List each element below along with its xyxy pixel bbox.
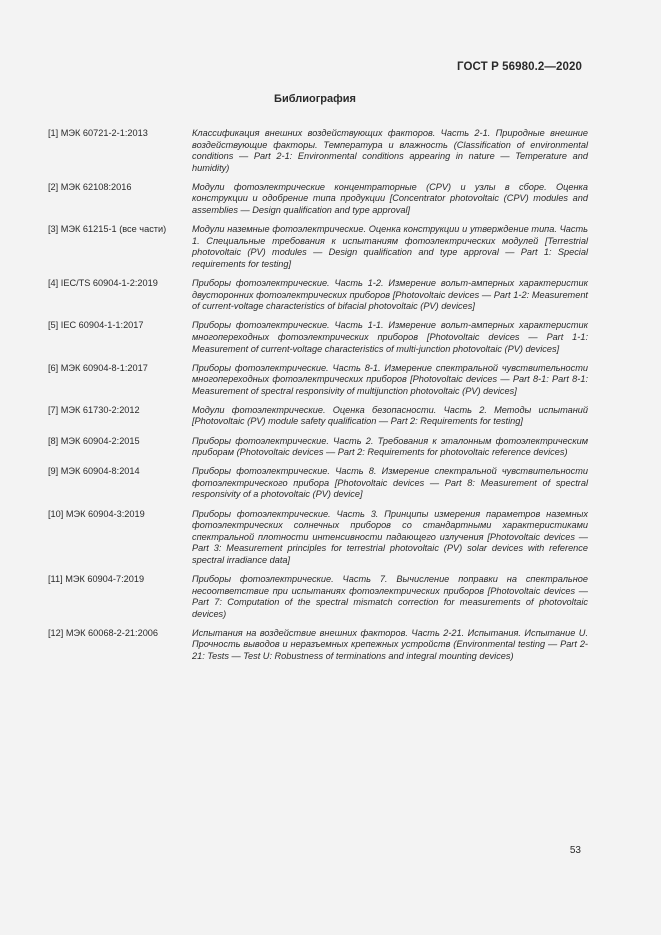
page-title: Библиография [274, 93, 356, 105]
reference-text: Испытания на воздействие внешних факторов. Часть 2-21. Испытания. Испытание U. Прочность выводов и неразъемных крепежных устройств (Environmental testing — Part 2-21: Tests — Test U: Robustness of terminations and integral mounting devices) [192, 627, 588, 662]
bibliography-entry [48, 574, 588, 620]
reference-id: [5] IEC 60904-1-1:2017 [48, 320, 144, 331]
reference-text: Модули фотоэлектрические концентраторные (CPV) и узлы в сборе. Оценка конструкции и одобрение типа продукции [Concentrator photovoltaic (CPV) modules and assemblies — Design qualification and type approval] [192, 181, 588, 216]
bibliography-entry [48, 436, 588, 459]
reference-text: Приборы фотоэлектрические. Часть 7. Вычисление поправки на спектральное несоответствие при испытаниях фотоэлектрических приборов [Photovoltaic devices — Part 7: Computation of the spectral mismatch correction for measurements of photovoltaic devices) [192, 574, 588, 619]
reference-text: Приборы фотоэлектрические. Часть 3. Принципы измерения параметров наземных фотоэлектрических солнечных приборов со стандартными характеристиками спектральной плотности интенсивности падающего излучения [Photovoltaic devices — Part 3: Measurement principles for terrestrial photovoltaic (PV) solar devices with reference spectral irradiance data] [192, 508, 588, 565]
bibliography-entry [48, 128, 588, 174]
reference-text: Классификация внешних воздействующих факторов. Часть 2-1. Природные внешние воздействующие факторы. Температура и влажность (Classification of environmental conditions — Part 2-1: Environmental conditions appearing in nature — Temperature and humidity) [192, 128, 588, 173]
reference-id: [2] МЭК 62108:2016 [48, 181, 132, 192]
bibliography-entry [48, 320, 588, 355]
reference-id: [3] МЭК 61215-1 (все части) [48, 224, 167, 235]
page-number: 53 [569, 845, 581, 856]
reference-id: [6] МЭК 60904-8-1:2017 [48, 362, 148, 373]
bibliography-entry [48, 278, 588, 313]
reference-text: Модули наземные фотоэлектрические. Оценка конструкции и утверждение типа. Часть 1. Специальные требования к испытаниям фотоэлектрических модулей [Terrestrial photovoltaic (PV) modules — Design qualification and type approval — Part 1: Special requirements for testing] [192, 224, 588, 269]
reference-id: [8] МЭК 60904-2:2015 [48, 435, 140, 446]
reference-id: [10] МЭК 60904-3:2019 [48, 508, 145, 519]
bibliography-entry [48, 466, 588, 501]
bibliography-entry [48, 509, 588, 567]
reference-id: [7] МЭК 61730-2:2012 [48, 404, 140, 415]
reference-id: [11] МЭК 60904-7:2019 [48, 574, 145, 584]
reference-text: Приборы фотоэлектрические. Часть 2. Требования к эталонным фотоэлектрическим приборам (Photovoltaic devices — Part 2: Requirements for photovoltaic reference devices) [192, 435, 588, 458]
reference-text: Модули фотоэлектрические. Оценка безопасности. Часть 2. Методы испытаний [Photovoltaic (PV) module safety qualification — Part 2: Requirements for testing] [192, 404, 588, 427]
reference-text: Приборы фотоэлектрические. Часть 8-1. Измерение спектральной чувствительности многопереходных фотоэлектрических приборов [Photovoltaic devices — Part 8-1: Part 8-1: Measurement of spectral responsivity of multijunction photovoltaic (PV) devices] [192, 362, 588, 396]
reference-text: Приборы фотоэлектрические. Часть 1-1. Измерение вольт-амперных характеристик многопереходных фотоэлектрических приборов [Photovoltaic devices — Part 1-1: Measurement of current-voltage characteristics of multi-junction photovoltaic (PV) devices] [192, 320, 588, 354]
reference-id: [1] МЭК 60721-2-1:2013 [48, 128, 148, 138]
bibliography-entry [48, 405, 588, 428]
reference-text: Приборы фотоэлектрические. Часть 1-2. Измерение вольт-амперных характеристик двусторонних фотоэлектрических приборов [Photovoltaic devices — Part 1-2: Measurement of current-voltage characteristics of bifacial photovoltaic (PV) devices] [192, 278, 588, 312]
bibliography-entry [48, 628, 588, 663]
reference-id: [12] МЭК 60068-2-21:2006 [48, 627, 159, 638]
bibliography-entry [48, 363, 588, 398]
reference-text: Приборы фотоэлектрические. Часть 8. Измерение спектральной чувствительности фотоэлектрического прибора [Photovoltaic devices — Part 8: Measurement of spectral responsivity of a photovoltaic (PV) device] [192, 466, 588, 500]
reference-id: [4] IEC/TS 60904-1-2:2019 [48, 278, 158, 289]
bibliography-entry [48, 182, 588, 217]
standard-code: ГОСТ Р 56980.2—2020 [457, 61, 582, 73]
bibliography-list [48, 128, 588, 670]
bibliography-entry [48, 224, 588, 270]
reference-id: [9] МЭК 60904-8:2014 [48, 466, 140, 477]
